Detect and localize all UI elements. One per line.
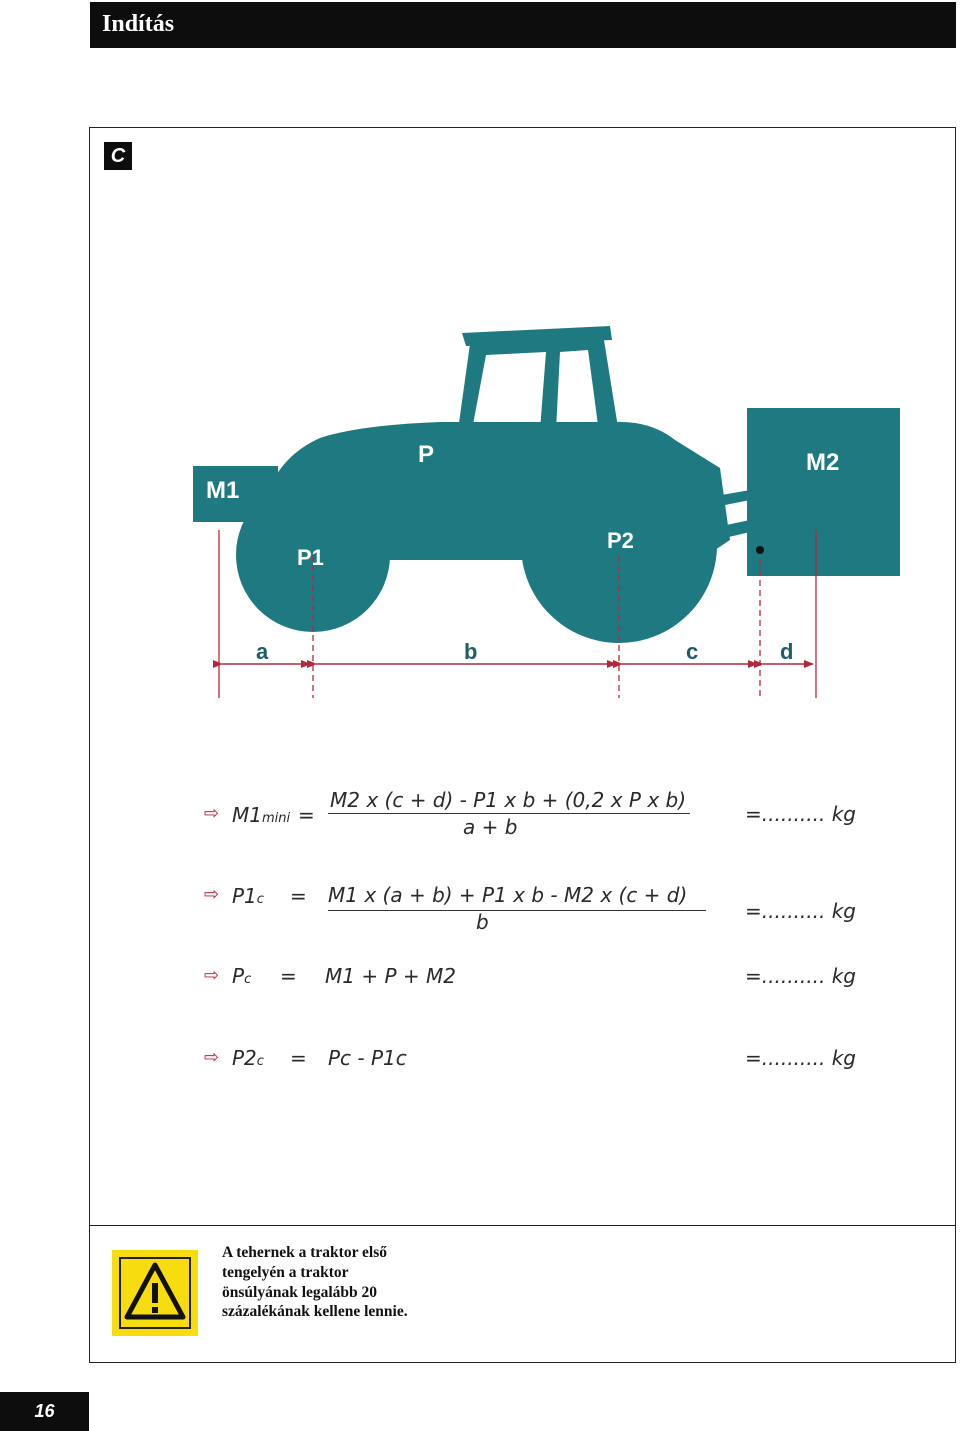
label-p2: P2 <box>607 528 634 553</box>
arrow-icon: ⇨ <box>204 803 220 824</box>
formula-result: =.......... kg <box>745 899 856 923</box>
formula-result: =.......... kg <box>745 802 856 826</box>
fraction-line <box>328 910 706 911</box>
dimension-d: d <box>780 639 794 664</box>
warning-triangle-icon <box>112 1250 198 1336</box>
label-p: P <box>418 441 435 468</box>
dimension-c: c <box>686 639 699 664</box>
dimension-b: b <box>464 639 478 664</box>
formula-result: =.......... kg <box>745 1046 856 1070</box>
footer-divider <box>90 1225 955 1226</box>
formula-result: =.......... kg <box>745 964 856 988</box>
dimension-a: a <box>256 639 269 664</box>
formula-lhs: M1mini <box>232 803 291 827</box>
formula-lhs: Pc <box>232 964 252 988</box>
label-m2: M2 <box>806 449 840 476</box>
arrow-icon: ⇨ <box>204 1047 220 1068</box>
formula-equals: = <box>298 803 315 827</box>
page-title: Indítás <box>102 11 175 37</box>
tractor-body <box>193 326 900 643</box>
formula-denominator: b <box>476 910 489 934</box>
formula-lhs: P1c <box>232 884 264 908</box>
label-p1: P1 <box>297 545 324 570</box>
formula-expression: M1 + P + M2 <box>325 964 456 988</box>
section-badge: C <box>104 142 132 170</box>
formula-numerator: M1 x (a + b) + P1 x b - M2 x (c + d) <box>328 883 688 907</box>
rear-weight-m2 <box>747 408 900 576</box>
formula-equals: = <box>280 964 297 988</box>
page-number: 16 <box>0 1392 89 1431</box>
rear-weight-pivot-dot <box>756 546 764 554</box>
label-m1: M1 <box>206 477 240 504</box>
formula-equals: = <box>290 884 307 908</box>
formula-equals: = <box>290 1046 307 1070</box>
arrow-icon: ⇨ <box>204 965 220 986</box>
formula-denominator: a + b <box>463 815 518 839</box>
formula-numerator: M2 x (c + d) - P1 x b + (0,2 x P x b) <box>330 788 687 812</box>
arrow-icon: ⇨ <box>204 884 220 905</box>
formula-lhs: P2c <box>232 1046 264 1070</box>
fraction-line <box>328 813 690 814</box>
warning-text: A tehernek a traktor első tengelyén a traktor önsúlyának legalább 20 százalékának kellene lennie. <box>222 1244 408 1321</box>
formula-expression: Pc - P1c <box>328 1046 407 1070</box>
